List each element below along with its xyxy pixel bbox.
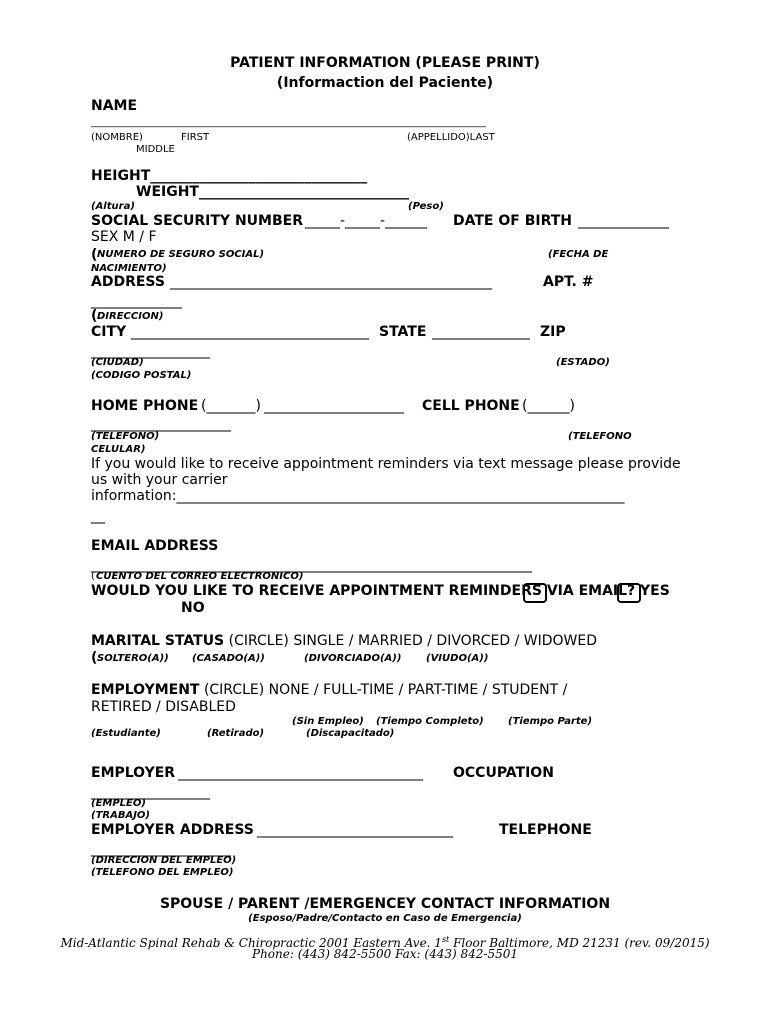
telephone-label: TELEPHONE [499, 822, 592, 838]
telefono-celular-label: (TELEFONO [568, 431, 632, 442]
reminder-no-option[interactable]: NO [181, 600, 205, 616]
tiempo-parte-label: (Tiempo Parte) [508, 716, 593, 727]
zip-label: ZIP [540, 324, 566, 340]
direccion-paren: ( [91, 308, 98, 324]
sex-field[interactable]: SEX M / F [91, 229, 157, 245]
state-field[interactable]: ______________ [432, 324, 530, 340]
employment-options[interactable]: (CIRCLE) NONE / FULL-TIME / PART-TIME / STUDENT / [203, 682, 568, 698]
carrier-instruction-2: us with your carrier [91, 472, 228, 488]
weight-field[interactable]: WEIGHT______________________________ [136, 184, 409, 200]
sin-empleo-label: (Sin Empleo) [292, 716, 364, 727]
viudo-label: (VIUDO(A)) [426, 653, 489, 664]
telefono-label: (TELEFONO) [91, 431, 160, 442]
estado-label: (ESTADO) [556, 357, 610, 368]
reminder-yes-option[interactable]: YES [635, 583, 670, 599]
form-title: PATIENT INFORMATION (PLEASE PRINT) [230, 55, 540, 71]
last-label: (APPELLIDO)LAST [407, 132, 495, 143]
fecha-label: (FECHA DE [548, 249, 609, 260]
telephone-field[interactable]: ____________________ [91, 841, 231, 857]
name-line[interactable]: _______________________________________________________________________________ [91, 117, 486, 128]
cell-phone-label: CELL PHONE [422, 398, 520, 414]
direccion-empleo-label: (DIRECCION DEL EMPLEO) [91, 855, 237, 866]
carrier-field[interactable]: information:________________________________________________________________ [91, 488, 625, 504]
employment-label: EMPLOYMENT [91, 682, 200, 698]
reminder-s-mark: S [531, 583, 542, 599]
telefono-empleo-label: (TELEFONO DEL EMPLEO) [91, 867, 234, 878]
employment-options-2[interactable]: RETIRED / DISABLED [91, 699, 236, 715]
occupation-label: OCCUPATION [453, 765, 554, 781]
employer-field[interactable]: ___________________________________ [178, 765, 423, 781]
ciudad-label: (CIUDAD) [91, 357, 144, 368]
carrier-field-continued: __ [91, 508, 105, 524]
employer-address-field[interactable]: ____________________________ [257, 822, 453, 838]
email-label: EMAIL ADDRESS [91, 538, 219, 554]
nombre-label: (NOMBRE) [91, 132, 143, 143]
nacimiento-label: NACIMIENTO) [91, 263, 167, 274]
form-subtitle: (Informaction del Paciente) [276, 75, 494, 91]
checkbox-s-highlight [523, 583, 547, 603]
marital-status-label: MARITAL STATUS [91, 633, 225, 649]
middle-label: MIDDLE [136, 144, 175, 155]
ssn-field[interactable]: _____-_____-______ [305, 213, 428, 229]
soltero-paren: ( [91, 650, 98, 666]
email-field[interactable]: _______________________________________________________________ [91, 557, 532, 573]
estudiante-label: (Estudiante) [91, 728, 161, 739]
cuento-paren: ( [91, 571, 95, 582]
marital-status-options[interactable]: (CIRCLE) SINGLE / MARRIED / DIVORCED / WIDOWED [228, 633, 597, 649]
altura-label: (Altura) [91, 201, 135, 212]
celular-label: CELULAR) [91, 444, 146, 455]
tiempo-completo-label: (Tiempo Completo) [376, 716, 484, 727]
empleo-label: (EMPLEO) [91, 798, 146, 809]
zip-field[interactable]: _________________ [91, 343, 210, 359]
address-label: ADDRESS [91, 274, 165, 290]
home-phone-field[interactable]: ____________________ [264, 398, 404, 414]
cell-phone-area[interactable]: (______) [522, 398, 575, 414]
direccion-label: DIRECCION) [97, 311, 164, 322]
ssn-label: SOCIAL SECURITY NUMBER [91, 213, 303, 229]
city-label: CITY [91, 324, 127, 340]
emergency-contact-subheading: (Esposo/Padre/Contacto en Caso de Emergencia) [248, 913, 522, 924]
first-label: FIRST [181, 132, 210, 143]
dob-field[interactable]: _____________ [578, 213, 669, 229]
address-field[interactable]: ______________________________________________ [170, 274, 492, 290]
employment-row [91, 682, 567, 699]
cell-phone-field[interactable]: ____________________ [91, 416, 231, 432]
city-field[interactable]: __________________________________ [131, 324, 369, 340]
height-field[interactable]: HEIGHT_______________________________ [91, 168, 368, 184]
footer-address: Mid-Atlantic Spinal Rehab & Chiropractic 2001 Eastern Ave. 1st Floor Baltimore, MD 21231 (rev. 09/2015) [60, 935, 710, 950]
apt-field[interactable]: _____________ [91, 293, 182, 309]
reminder-question-mark: ? [627, 583, 636, 599]
divorciado-label: (DIVORCIADO(A)) [304, 653, 402, 664]
dob-label: DATE OF BIRTH [453, 213, 572, 229]
cuento-label: CUENTO DEL CORREO ELECTRONICO) [96, 571, 304, 582]
state-label: STATE [379, 324, 427, 340]
codigo-label: (CODIGO POSTAL) [91, 370, 192, 381]
footer-phone: Phone: (443) 842-5500 Fax: (443) 842-5501 [252, 947, 518, 961]
emergency-contact-heading: SPOUSE / PARENT /EMERGENCEY CONTACT INFORMATION [159, 896, 611, 912]
numero-label: NUMERO DE SEGURO SOCIAL) [97, 249, 265, 260]
employer-address-label: EMPLOYER ADDRESS [91, 822, 254, 838]
marital-status-row [91, 633, 597, 650]
occupation-field[interactable]: _________________ [91, 784, 210, 800]
home-phone-area[interactable]: (_______) [201, 398, 261, 414]
peso-label: (Peso) [408, 201, 444, 212]
trabajo-label: (TRABAJO) [91, 810, 150, 821]
casado-label: (CASADO(A)) [192, 653, 265, 664]
retirado-label: (Retirado) [207, 728, 265, 739]
employer-label: EMPLOYER [91, 765, 176, 781]
numero-paren: ( [91, 247, 98, 263]
soltero-label: SOLTERO(A)) [97, 653, 169, 664]
home-phone-label: HOME PHONE [91, 398, 199, 414]
email-reminder-question: WOULD YOU LIKE TO RECEIVE APPOINTMENT REMINDERS VIA EMAIL? YES [91, 583, 670, 599]
checkbox-question-highlight [617, 583, 641, 603]
apt-label: APT. # [543, 274, 594, 290]
name-label: NAME [91, 98, 138, 114]
discapacitado-label: (Discapacitado) [306, 728, 395, 739]
carrier-instruction-1: If you would like to receive appointment reminders via text message please provide [91, 456, 681, 472]
